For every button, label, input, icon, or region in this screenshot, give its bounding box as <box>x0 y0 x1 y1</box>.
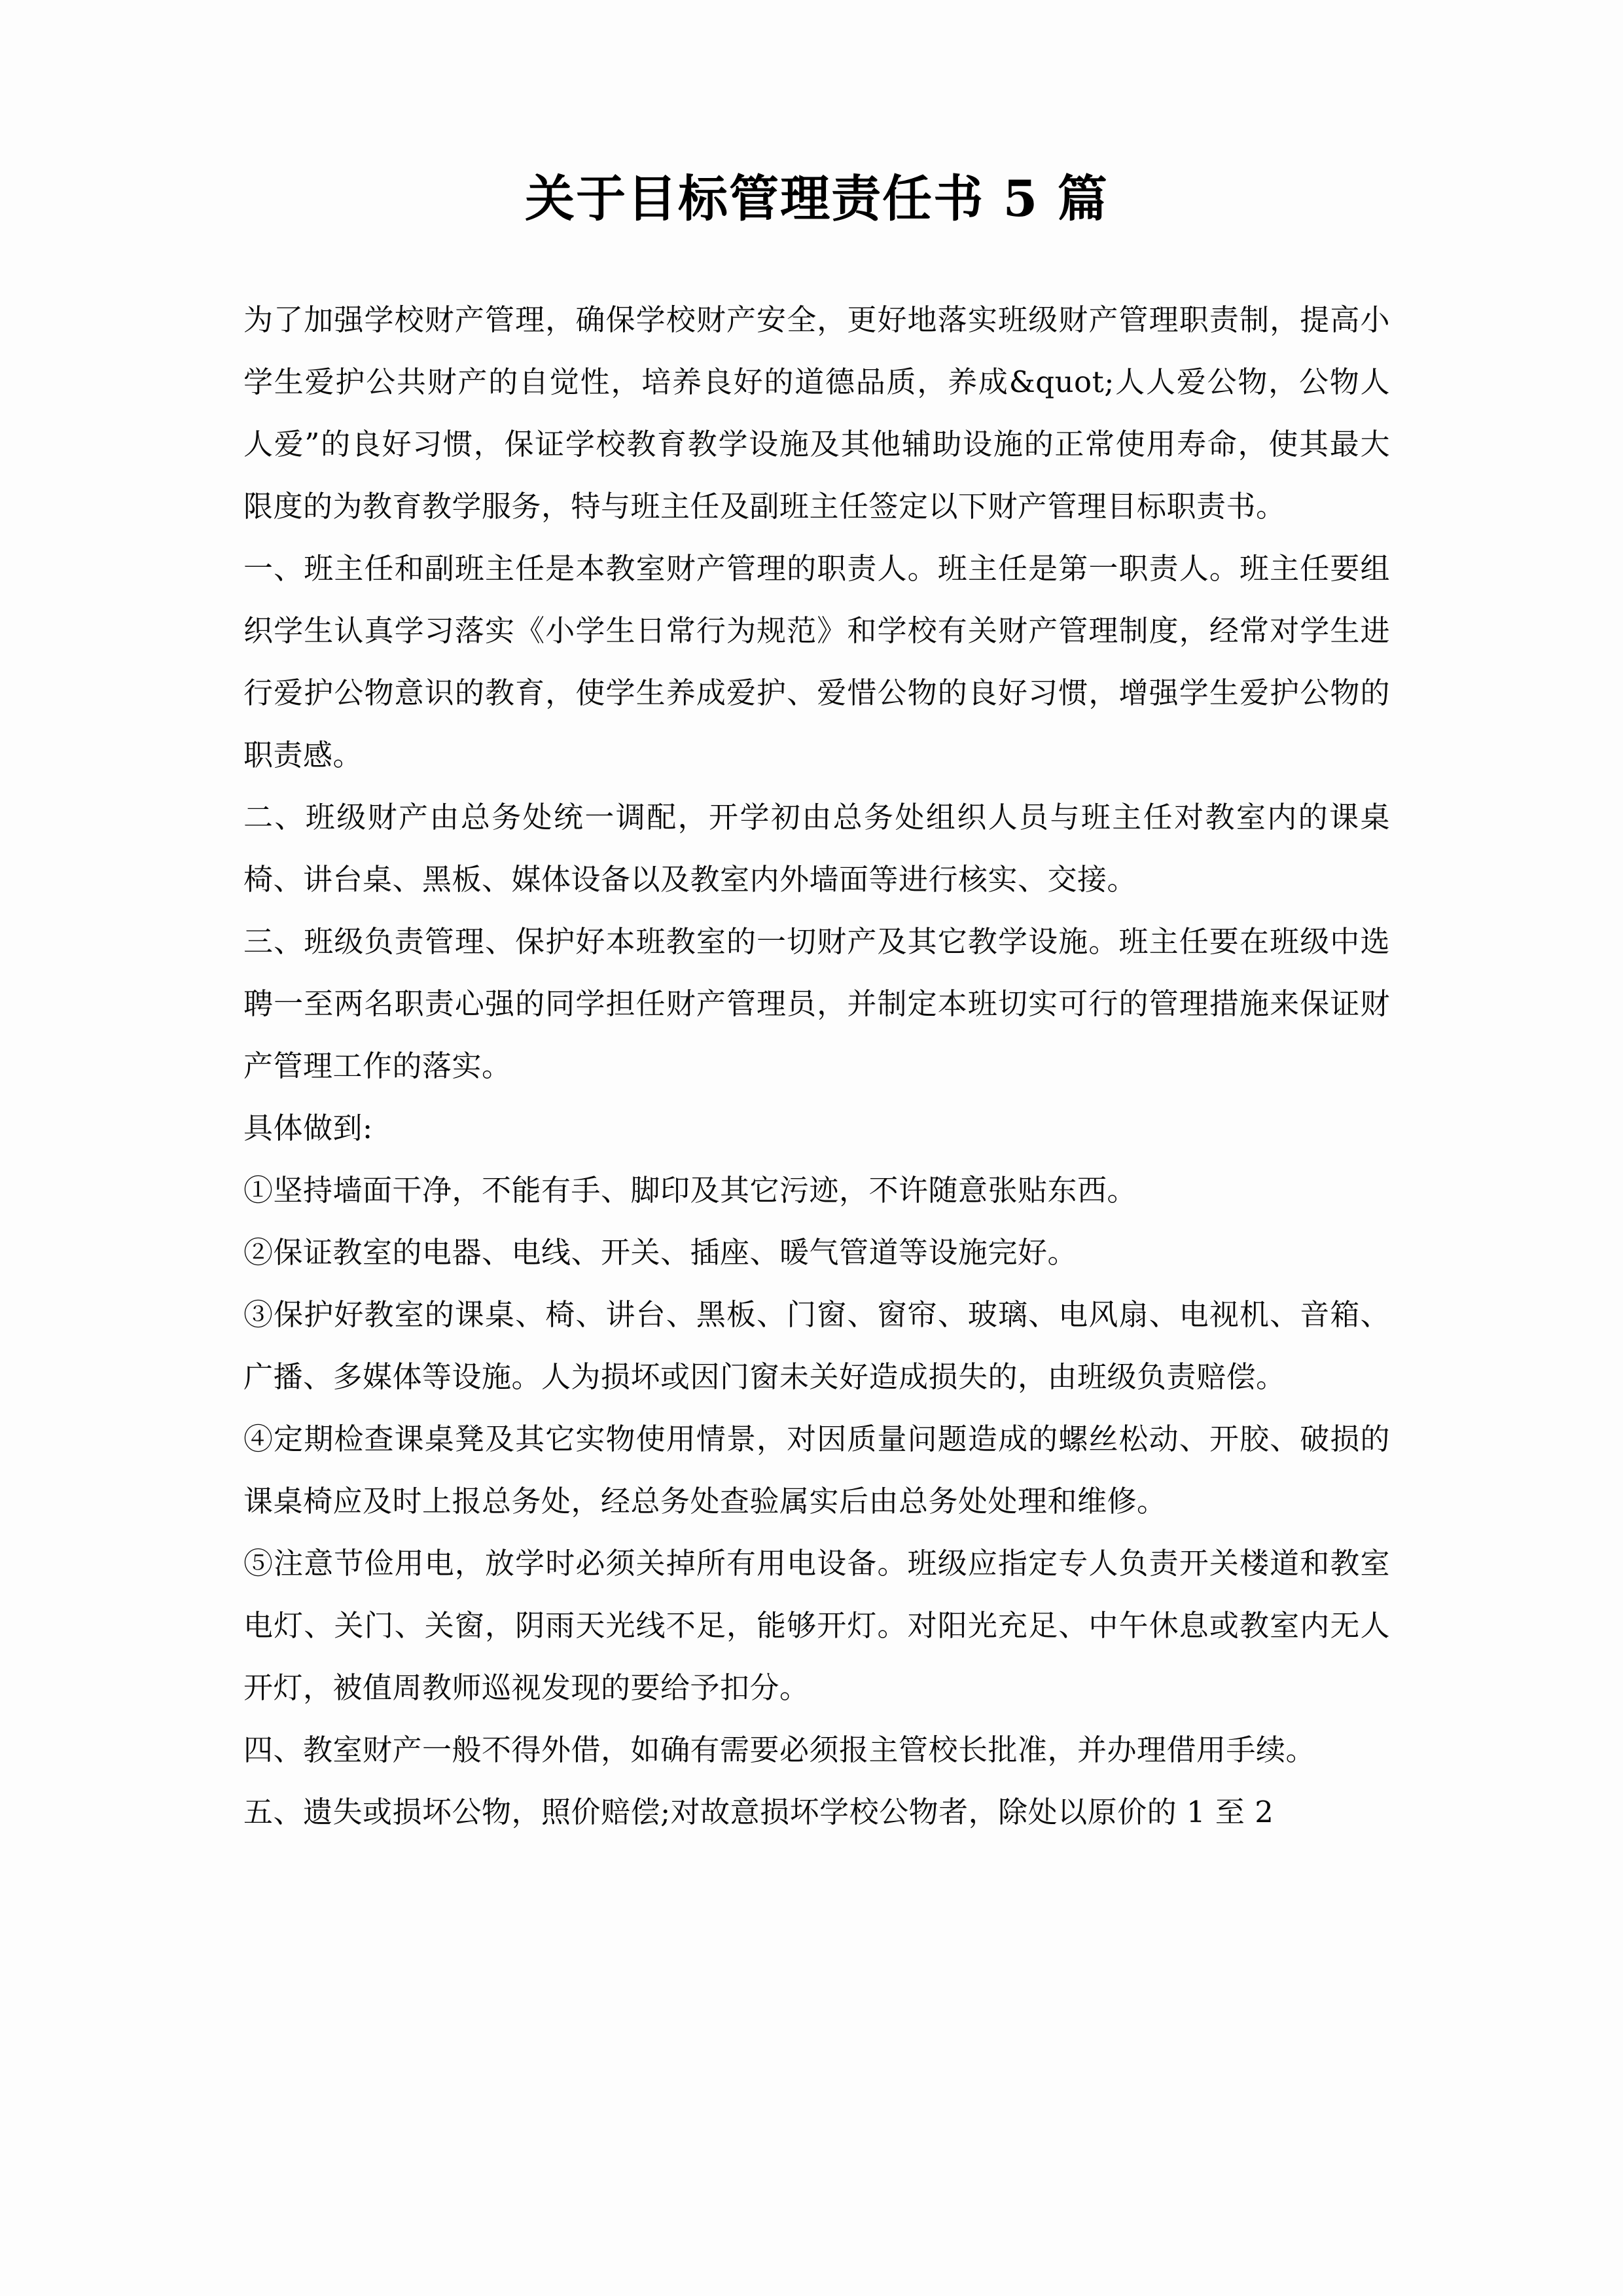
list-item-1: ①坚持墙面干净，不能有手、脚印及其它污迹，不许随意张贴东西。 <box>243 1173 1137 1208</box>
document-body <box>243 289 1390 1843</box>
paragraph-section-four: 四、教室财产一般不得外借，如确有需要必须报主管校长批准，并办理借用手续。 <box>243 1732 1316 1768</box>
document-content <box>243 0 1390 1843</box>
paragraph-intro: 为了加强学校财产管理，确保学校财产安全，更好地落实班级财产管理职责制，提高小学生爱护公共财产的自觉性，培养良好的道德品质，养成&quot;人人爱公物，公物人人爱”的良好习惯，保证学校教育教学设施及其他辅助设施的正常使用寿命，使其最大限度的为教育教学服务，特与班主任及副班主任签定以下财产管理目标职责书。 <box>243 302 1390 524</box>
paragraph-section-five: 五、遗失或损坏公物，照价赔偿;对故意损坏学校公物者，除处以原价的 1 至 2 <box>243 1795 1274 1830</box>
list-item-2: ②保证教室的电器、电线、开关、插座、暖气管道等设施完好。 <box>243 1235 1078 1270</box>
paragraph-section-three: 三、班级负责管理、保护好本班教室的一切财产及其它教学设施。班主任要在班级中选聘一至两名职责心强的同学担任财产管理员，并制定本班切实可行的管理措施来保证财产管理工作的落实。 <box>243 924 1390 1084</box>
list-item-4: ④定期检查课桌凳及其它实物使用情景，对因质量问题造成的螺丝松动、开胶、破损的课桌椅应及时上报总务处，经总务处查验属实后由总务处处理和维修。 <box>243 1422 1390 1519</box>
paragraph-list-heading: 具体做到: <box>243 1111 373 1146</box>
paragraph-section-one: 一、班主任和副班主任是本教室财产管理的职责人。班主任是第一职责人。班主任要组织学生认真学习落实《小学生日常行为规范》和学校有关财产管理制度，经常对学生进行爱护公物意识的教育，使学生养成爱护、爱惜公物的良好习惯，增强学生爱护公物的职责感。 <box>243 551 1390 773</box>
list-item-3: ③保护好教室的课桌、椅、讲台、黑板、门窗、窗帘、玻璃、电风扇、电视机、音箱、广播、多媒体等设施。人为损坏或因门窗未关好造成损失的，由班级负责赔偿。 <box>243 1297 1390 1395</box>
paragraph-section-two: 二、班级财产由总务处统一调配，开学初由总务处组织人员与班主任对教室内的课桌椅、讲台桌、黑板、媒体设备以及教室内外墙面等进行核实、交接。 <box>243 800 1390 897</box>
list-item-5: ⑤注意节俭用电，放学时必须关掉所有用电设备。班级应指定专人负责开关楼道和教室电灯、关门、关窗，阴雨天光线不足，能够开灯。对阳光充足、中午休息或教室内无人开灯，被值周教师巡视发现的要给予扣分。 <box>243 1546 1390 1706</box>
page-title: 关于目标管理责任书 5 篇 <box>525 170 1109 228</box>
